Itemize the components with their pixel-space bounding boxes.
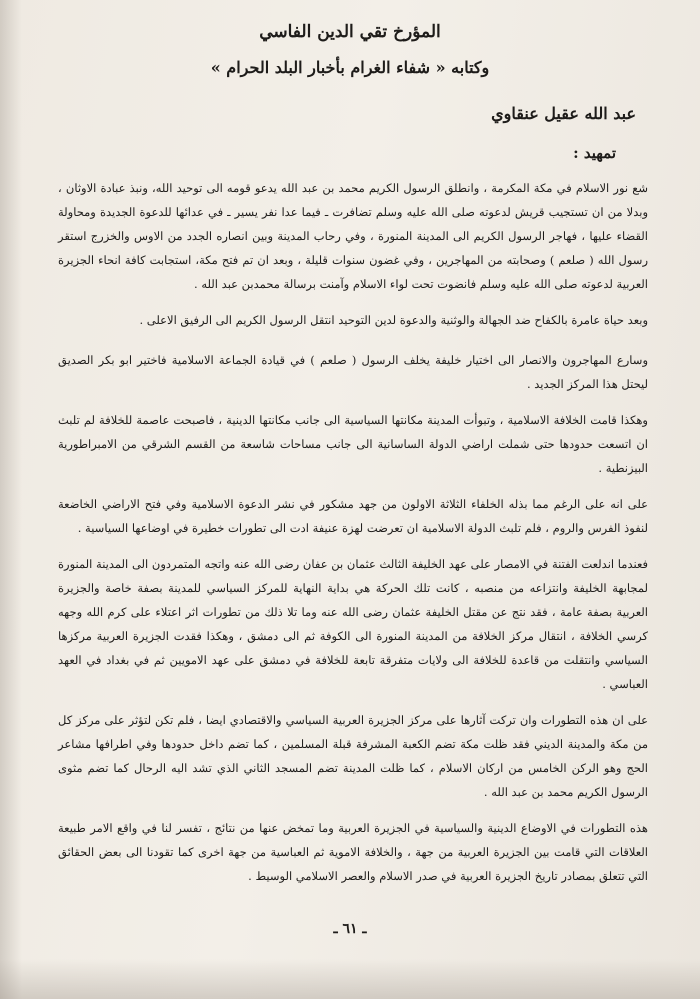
paragraph: وسارع المهاجرون والانصار الى اختيار خليفة يخلف الرسول ( صلعم ) في قيادة الجماعة الاسلامية فاختير ابو بكر الصديق ليحتل هذا المركز الجديد . — [58, 353, 648, 391]
paragraph: وهكذا قامت الخلافة الاسلامية ، وتبوأت المدينة مكانتها السياسية الى جانب مكانتها الدينية ، فاصبحت عاصمة للخلافة لم تلبث ان اتسعت حدودها حتى شملت اراضي الدولة الساسانية الى جانب مساحات شاسعة من القسم الشرقي من الامبراطورية البيزنطية . — [58, 413, 648, 475]
paragraph: على انه على الرغم مما بذله الخلفاء الثلاثة الاولون من جهد مشكور في نشر الدعوة الاسلامية وفي فتح الاراضي الخاضعة لنفوذ الفرس والروم ، فلم تلبث الدولة الاسلامية ان تعرضت لهزة عنيفة ادت الى تطورات خطيرة في اوضاعها السياسية . — [58, 497, 648, 535]
paragraph: هذه التطورات في الاوضاع الدينية والسياسية في الجزيرة العربية وما تمخض عنها من نتائج ، تفسر لنا في واقع الامر طبيعة العلاقات التي قامت بين الجزيرة العربية من جهة ، والخلافة الاموية ثم العباسية من جهة اخرى كما تقودنا الى بعض الحقائق التي تتعلق بمصادر تاريخ الجزيرة العربية في صدر الاسلام والعصر الاسلامي الوسيط . — [58, 821, 648, 883]
body-text — [58, 176, 648, 900]
paragraph: على ان هذه التطورات وان تركت آثارها على مركز الجزيرة العربية السياسي والاقتصادي ايضا ، فلم تكن لتؤثر على مركز كل من مكة والمدينة الديني فقد ظلت مكة تضم الكعبة المشرفة قبلة المسلمين ، كما تضم داخل حدودها وفي اطرافها مشاعر الحج وهو الركن الخامس من اركان الاسلام ، كما ظلت المدينة تضم المسجد الثاني الذي تشد اليه الرحال كما تضم مثوى الرسول الكريم محمد بن عبد الله . — [58, 713, 648, 799]
section-heading: تمهيد : — [573, 144, 616, 162]
article-title: المؤرخ تقي الدين الفاسي — [259, 22, 441, 42]
author-name: عبد الله عقيل عنقاوي — [491, 104, 636, 123]
article-subtitle: وكتابه « شفاء الغرام بأخبار البلد الحرام » — [210, 58, 490, 77]
paragraph: شع نور الاسلام في مكة المكرمة ، وانطلق الرسول الكريم محمد بن عبد الله يدعو قومه الى توحيد الله، ونبذ عبادة الاوثان ، وبدلا من ان تستجيب قريش لدعوته صلى الله عليه وسلم تضافرت ـ فيما عدا نفر يسير ـ في عدائها للدعوة الجديدة ومحاولة القضاء عليها ، فهاجر الرسول الكريم الى المدينة المنورة ، وفي رحاب المدينة وبين انصاره الجدد من الاوس والخزرج استقر رسول الله ( صلعم ) وصحابته من المهاجرين ، وفي غضون سنوات قليلة ، وبعد ان تم فتح مكة، استجابت كافة انحاء الجزيرة العربية لدعوته صلى الله عليه وسلم فانضوت تحت لواء الاسلام وآمنت برسالة محمدبن عبد الله . — [58, 181, 648, 291]
paragraph: وبعد حياة عامرة بالكفاح ضد الجهالة والوثنية والدعوة لدين التوحيد انتقل الرسول الكريم الى الرفيق الاعلى . — [139, 313, 648, 327]
paragraph: فعندما اندلعت الفتنة في الامصار على عهد الخليفة الثالث عثمان بن عفان رضى الله عنه واتجه المتمردون الى المدينة المنورة لمجابهة الخليفة وانتزاعه من منصبه ، كانت تلك الحركة هي بداية النهاية للمركز السياسي للمدينة بصفة خاصة والجزيرة العربية بصفة عامة ، فقد نتج عن مقتل الخليفة عثمان رضى الله عنه وما تلا ذلك من تطورات اثر اعتلاء على كرم الله وجهه كرسي الخلافة ، انتقال مركز الخلافة من المدينة المنورة الى الكوفة ثم الى دمشق ، وهكذا فقدت الجزيرة العربية مركزها السياسي وانتقلت من قاعدة للخلافة الى ولايات متفرقة تابعة للخلافة في دمشق على عهد الامويين ثم في بغداد في العهد العباسي . — [58, 557, 648, 691]
page-number: ـ ٦١ ـ — [333, 921, 367, 937]
